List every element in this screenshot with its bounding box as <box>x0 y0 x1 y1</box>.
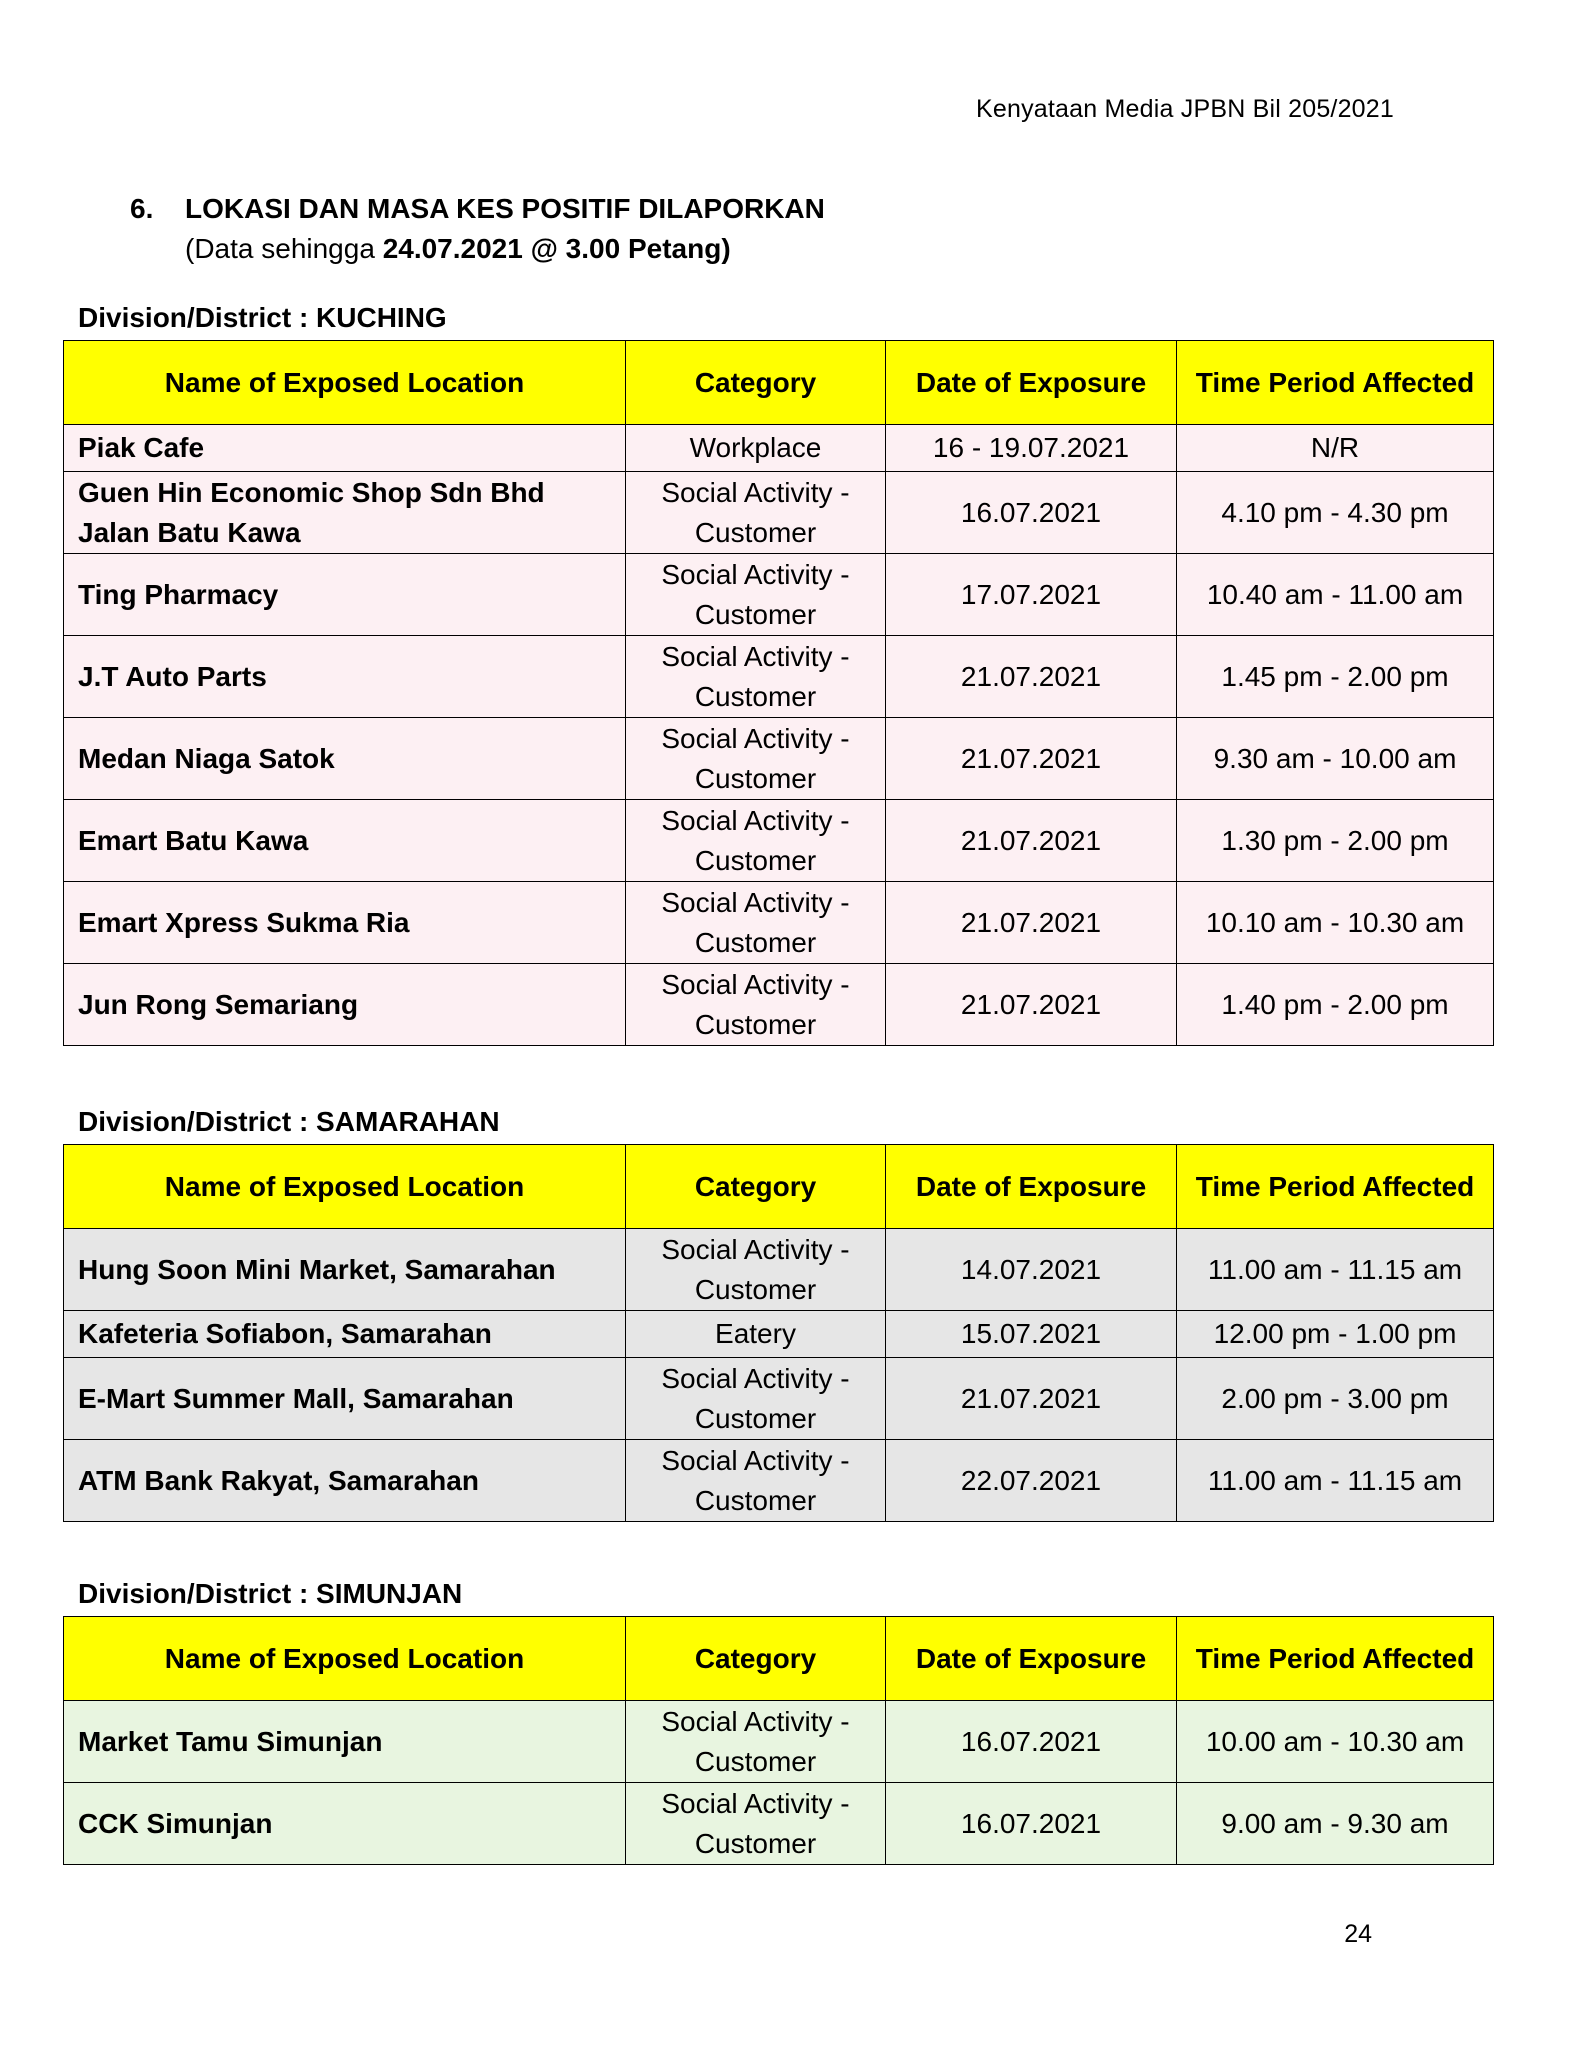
location-name: Emart Xpress Sukma Ria <box>64 882 626 964</box>
location-name: Ting Pharmacy <box>64 554 626 636</box>
table-row <box>64 718 1494 800</box>
location-name: Piak Cafe <box>64 425 626 472</box>
page-number: 24 <box>1344 1920 1372 1948</box>
header-name: Name of Exposed Location <box>64 1145 626 1229</box>
time-cell: 11.00 am - 11.15 am <box>1177 1440 1494 1522</box>
time-cell: 10.10 am - 10.30 am <box>1177 882 1494 964</box>
category-cell: Social Activity - Customer <box>626 1783 886 1865</box>
district-label-samarahan: Division/District : SAMARAHAN <box>78 1106 500 1137</box>
exposure-table-samarahan <box>63 1144 1494 1522</box>
table-row <box>64 1701 1494 1783</box>
table-row <box>64 1783 1494 1865</box>
time-cell: 2.00 pm - 3.00 pm <box>1177 1358 1494 1440</box>
location-name: Jun Rong Semariang <box>64 964 626 1046</box>
header-date: Date of Exposure <box>886 1145 1177 1229</box>
date-cell: 17.07.2021 <box>886 554 1177 636</box>
date-cell: 21.07.2021 <box>886 964 1177 1046</box>
date-cell: 21.07.2021 <box>886 882 1177 964</box>
date-cell: 21.07.2021 <box>886 718 1177 800</box>
table-row <box>64 1440 1494 1522</box>
exposure-table-simunjan <box>63 1616 1494 1865</box>
table-header-row <box>64 341 1494 425</box>
section-number: 6. <box>130 193 154 224</box>
location-name: Market Tamu Simunjan <box>64 1701 626 1783</box>
table-row <box>64 636 1494 718</box>
category-cell: Workplace <box>626 425 886 472</box>
category-cell: Social Activity - Customer <box>626 636 886 718</box>
category-cell: Social Activity - Customer <box>626 1229 886 1311</box>
header-date: Date of Exposure <box>886 1617 1177 1701</box>
header-name: Name of Exposed Location <box>64 341 626 425</box>
category-cell: Social Activity - Customer <box>626 800 886 882</box>
date-cell: 21.07.2021 <box>886 1358 1177 1440</box>
table-row <box>64 472 1494 554</box>
time-cell: 4.10 pm - 4.30 pm <box>1177 472 1494 554</box>
date-cell: 16 - 19.07.2021 <box>886 425 1177 472</box>
location-name: Medan Niaga Satok <box>64 718 626 800</box>
category-cell: Eatery <box>626 1311 886 1358</box>
location-name: ATM Bank Rakyat, Samarahan <box>64 1440 626 1522</box>
table-row <box>64 1311 1494 1358</box>
time-cell: 10.40 am - 11.00 am <box>1177 554 1494 636</box>
category-cell: Social Activity - Customer <box>626 554 886 636</box>
exposure-table-kuching <box>63 340 1494 1046</box>
time-cell: N/R <box>1177 425 1494 472</box>
table-row <box>64 554 1494 636</box>
date-cell: 16.07.2021 <box>886 1701 1177 1783</box>
date-cell: 14.07.2021 <box>886 1229 1177 1311</box>
location-name: Guen Hin Economic Shop Sdn Bhd Jalan Batu Kawa <box>64 472 626 554</box>
district-label-kuching: Division/District : KUCHING <box>78 302 447 333</box>
table-row <box>64 1229 1494 1311</box>
location-name: CCK Simunjan <box>64 1783 626 1865</box>
header-category: Category <box>626 341 886 425</box>
location-name: Emart Batu Kawa <box>64 800 626 882</box>
category-cell: Social Activity - Customer <box>626 882 886 964</box>
date-cell: 22.07.2021 <box>886 1440 1177 1522</box>
category-cell: Social Activity - Customer <box>626 1358 886 1440</box>
header-time: Time Period Affected <box>1177 1617 1494 1701</box>
date-cell: 16.07.2021 <box>886 1783 1177 1865</box>
time-cell: 10.00 am - 10.30 am <box>1177 1701 1494 1783</box>
section-subtitle <box>185 233 731 265</box>
category-cell: Social Activity - Customer <box>626 964 886 1046</box>
location-name: Hung Soon Mini Market, Samarahan <box>64 1229 626 1311</box>
section-title-text: LOKASI DAN MASA KES POSITIF DILAPORKAN <box>185 193 825 224</box>
time-cell: 1.45 pm - 2.00 pm <box>1177 636 1494 718</box>
district-label-simunjan: Division/District : SIMUNJAN <box>78 1578 463 1609</box>
table-row <box>64 425 1494 472</box>
subtitle-prefix: (Data sehingga <box>185 233 383 264</box>
date-cell: 15.07.2021 <box>886 1311 1177 1358</box>
header-name: Name of Exposed Location <box>64 1617 626 1701</box>
location-name: E-Mart Summer Mall, Samarahan <box>64 1358 626 1440</box>
date-cell: 21.07.2021 <box>886 636 1177 718</box>
document-reference: Kenyataan Media JPBN Bil 205/2021 <box>976 95 1394 123</box>
category-cell: Social Activity - Customer <box>626 472 886 554</box>
header-date: Date of Exposure <box>886 341 1177 425</box>
header-category: Category <box>626 1617 886 1701</box>
time-cell: 11.00 am - 11.15 am <box>1177 1229 1494 1311</box>
time-cell: 9.00 am - 9.30 am <box>1177 1783 1494 1865</box>
subtitle-date: 24.07.2021 @ 3.00 Petang) <box>382 233 731 264</box>
header-category: Category <box>626 1145 886 1229</box>
header-time: Time Period Affected <box>1177 1145 1494 1229</box>
table-header-row <box>64 1617 1494 1701</box>
date-cell: 21.07.2021 <box>886 800 1177 882</box>
table-row <box>64 882 1494 964</box>
table-row <box>64 964 1494 1046</box>
table-row <box>64 1358 1494 1440</box>
category-cell: Social Activity - Customer <box>626 1440 886 1522</box>
date-cell: 16.07.2021 <box>886 472 1177 554</box>
table-header-row <box>64 1145 1494 1229</box>
time-cell: 1.40 pm - 2.00 pm <box>1177 964 1494 1046</box>
location-name: Kafeteria Sofiabon, Samarahan <box>64 1311 626 1358</box>
header-time: Time Period Affected <box>1177 341 1494 425</box>
time-cell: 12.00 pm - 1.00 pm <box>1177 1311 1494 1358</box>
category-cell: Social Activity - Customer <box>626 718 886 800</box>
section-title <box>130 193 825 225</box>
time-cell: 1.30 pm - 2.00 pm <box>1177 800 1494 882</box>
time-cell: 9.30 am - 10.00 am <box>1177 718 1494 800</box>
location-name: J.T Auto Parts <box>64 636 626 718</box>
table-row <box>64 800 1494 882</box>
category-cell: Social Activity - Customer <box>626 1701 886 1783</box>
